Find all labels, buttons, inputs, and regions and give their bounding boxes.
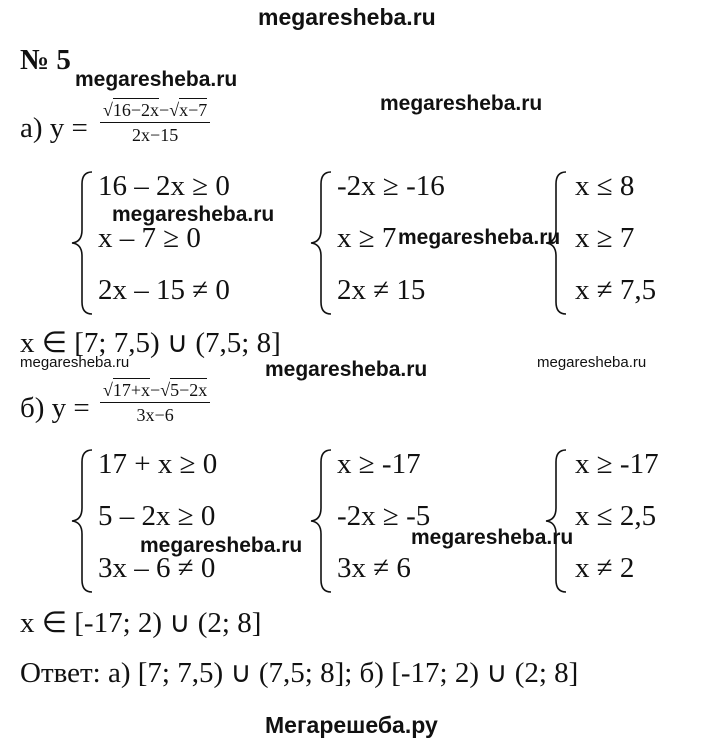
part-a-result: x ∈ [7; 7,5) ∪ (7,5; 8] <box>20 327 281 359</box>
sqrt-icon: √ <box>160 380 171 400</box>
part-b-result: x ∈ [-17; 2) ∪ (2; 8] <box>20 607 262 639</box>
sqrt-icon: √ <box>103 380 113 400</box>
inequality: 17 + x ≥ 0 <box>98 448 218 480</box>
inequality: x ≤ 8 <box>575 170 635 202</box>
radicand: 5−2x <box>170 380 208 400</box>
radicand: 16−2x <box>112 100 160 120</box>
left-brace-icon <box>540 446 570 596</box>
inequality: x ≥ -17 <box>575 448 659 480</box>
inequality: x ≠ 2 <box>575 552 635 584</box>
radicand: 17+x <box>112 380 151 400</box>
watermark: megaresheba.ru <box>112 203 275 226</box>
fraction-numerator <box>100 100 210 121</box>
left-brace-icon <box>66 168 96 318</box>
inequality: 5 – 2x ≥ 0 <box>98 500 216 532</box>
left-brace-icon <box>66 446 96 596</box>
inequality: x ≠ 7,5 <box>575 274 657 306</box>
watermark: megaresheba.ru <box>398 226 561 249</box>
watermark: megaresheba.ru <box>411 526 574 549</box>
inequality: 3x – 6 ≠ 0 <box>98 552 216 584</box>
sqrt-icon: √ <box>103 100 113 120</box>
watermark: megaresheba.ru <box>380 92 543 115</box>
inequality: 2x ≠ 15 <box>337 274 426 306</box>
watermark: megaresheba.ru <box>140 534 303 557</box>
inequality: x ≥ -17 <box>337 448 421 480</box>
inequality: -2x ≥ -5 <box>337 500 431 532</box>
sqrt-icon: √ <box>169 100 180 120</box>
footer-site-name: Мегарешеба.ру <box>265 712 438 738</box>
minus-sign: − <box>159 100 170 120</box>
fraction-bar <box>100 402 210 403</box>
watermark: megaresheba.ru <box>75 68 238 91</box>
fraction-bar <box>100 122 210 123</box>
inequality: 2x – 15 ≠ 0 <box>98 274 230 306</box>
part-b-lhs: б) y = <box>20 392 90 424</box>
left-brace-icon <box>305 446 335 596</box>
answer: Ответ: а) [7; 7,5) ∪ (7,5; 8]; б) [-17; 2) ∪ (2; 8] <box>20 657 579 689</box>
fraction-numerator <box>100 380 210 401</box>
part-a-lhs: а) y = <box>20 112 88 144</box>
watermark: megaresheba.ru <box>265 358 428 381</box>
inequality: 16 – 2x ≥ 0 <box>98 170 230 202</box>
inequality: 3x ≠ 6 <box>337 552 411 584</box>
watermark: megaresheba.ru <box>20 354 130 371</box>
fraction-denominator: 3x−6 <box>136 405 174 425</box>
inequality: -2x ≥ -16 <box>337 170 445 202</box>
part-a-fraction <box>100 100 210 146</box>
header-site-name: megaresheba.ru <box>258 4 436 30</box>
inequality: x ≤ 2,5 <box>575 500 657 532</box>
fraction-denominator: 2x−15 <box>132 125 179 145</box>
inequality: x ≥ 7 <box>575 222 635 254</box>
left-brace-icon <box>305 168 335 318</box>
left-brace-icon <box>540 168 570 318</box>
minus-sign: − <box>150 380 161 400</box>
inequality: x ≥ 7 <box>337 222 397 254</box>
problem-number: № 5 <box>20 44 71 76</box>
radicand: x−7 <box>179 100 208 120</box>
part-b-fraction <box>100 380 210 426</box>
watermark: megaresheba.ru <box>537 354 647 371</box>
inequality: x – 7 ≥ 0 <box>98 222 201 254</box>
